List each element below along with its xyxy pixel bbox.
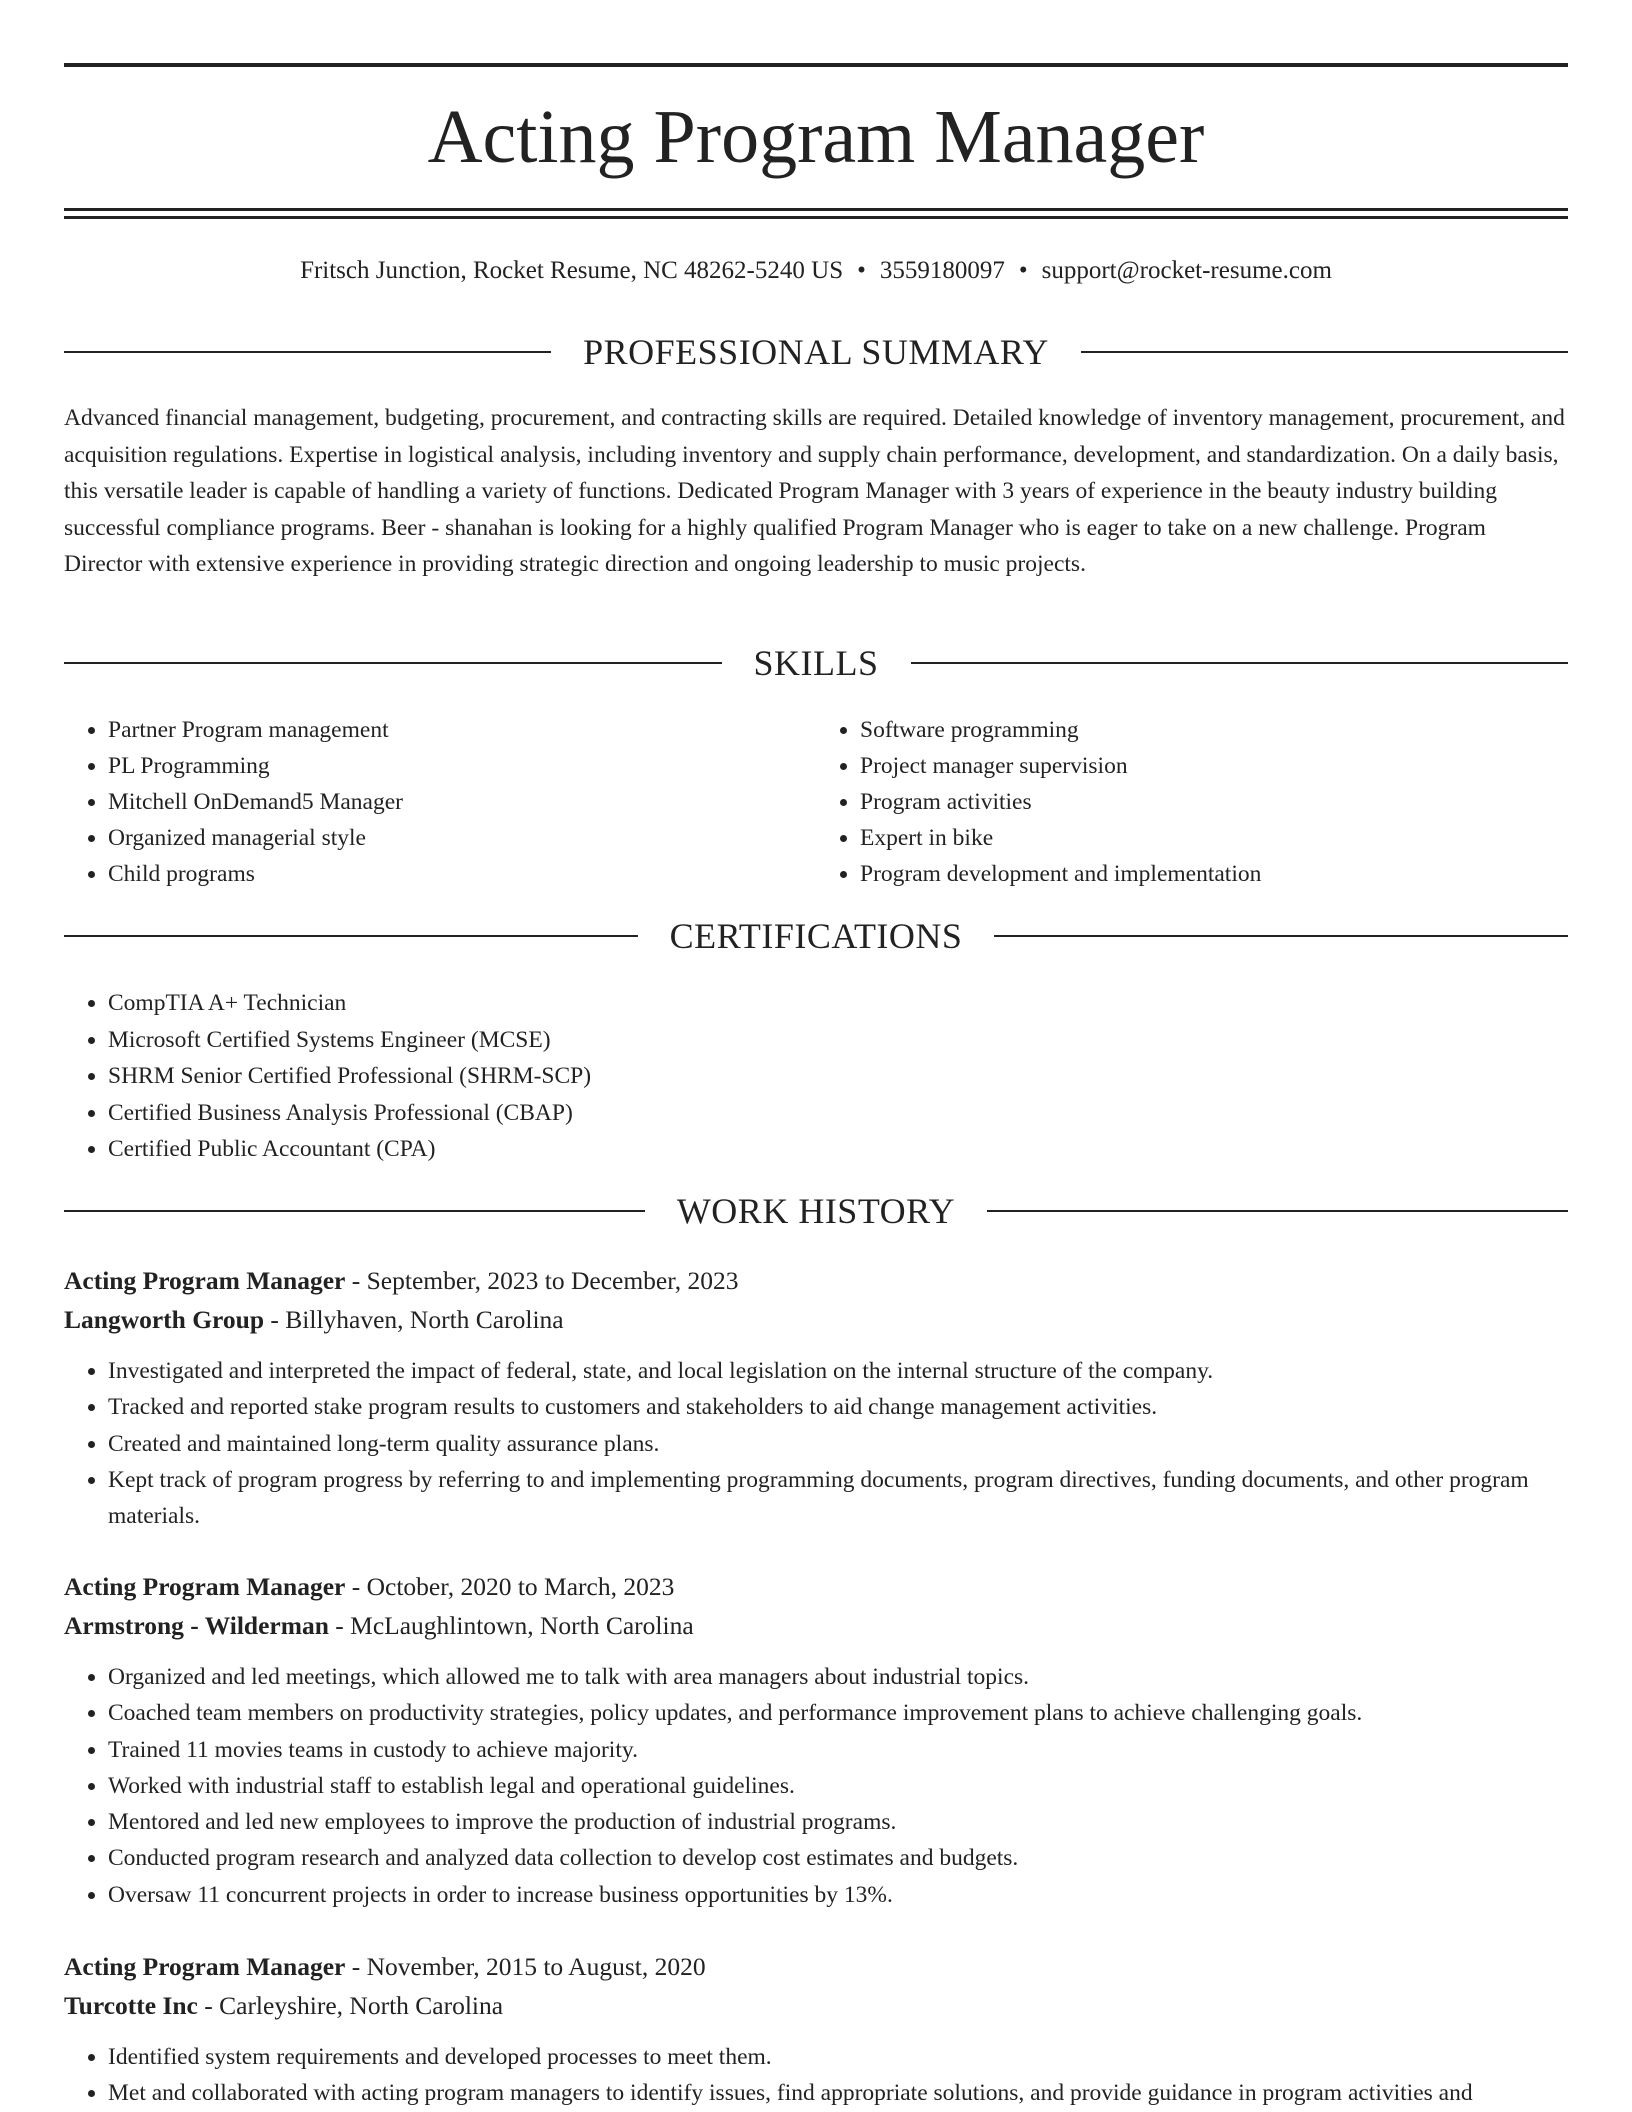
job-entry	[64, 1567, 1568, 1913]
certification-item: • SHRM Senior Certified Professional (SHRM-SCP)	[108, 1058, 1568, 1095]
heading-rule-right	[987, 1210, 1568, 1212]
skill-item: • Expert in bike	[860, 820, 1568, 856]
job-location: - McLaughlintown, North Carolina	[328, 1611, 694, 1640]
job-duty: • Mentored and led new employees to improve the production of industrial programs.	[108, 1804, 1568, 1840]
title-rule-lower	[64, 216, 1568, 219]
job-duty: • Worked with industrial staff to establish legal and operational guidelines.	[108, 1768, 1568, 1804]
contact-email: support@rocket-resume.com	[1041, 257, 1332, 284]
job-duties	[64, 1353, 1568, 1534]
skill-item: • Program activities	[860, 784, 1568, 820]
job-entry	[64, 1947, 1568, 2112]
heading-rule-right	[994, 935, 1568, 937]
contact-address: Fritsch Junction, Rocket Resume, NC 48262-5240 US	[300, 257, 844, 284]
certifications-list	[64, 985, 1568, 1168]
job-dates: - November, 2015 to August, 2020	[345, 1952, 706, 1981]
job-title: Acting Program Manager	[64, 1572, 346, 1601]
skills-heading	[64, 641, 1568, 685]
job-duties	[64, 2039, 1568, 2112]
job-duty: • Conducted program research and analyzed data collection to develop cost estimates and budgets.	[108, 1840, 1568, 1876]
heading-rule-left	[64, 935, 638, 937]
contact-phone: 3559180097	[879, 257, 1005, 284]
heading-rule-right	[1081, 351, 1568, 353]
skill-item: • Child programs	[108, 856, 816, 892]
heading-rule-right	[911, 662, 1569, 664]
summary-text: Advanced financial management, budgeting, procurement, and contracting skills are required. Detailed knowledge of inventory management, procurement, and acquisition regulations. Expertise in logistical analysis, including inventory and supply chain performance, development, and standardization. On a daily basis, this versatile leader is capable of handling a variety of functions. Dedicated Program Manager with 3 years of experience in the beauty industry building successful compliance programs. Beer - shanahan is looking for a highly qualified Program Manager who is eager to take on a new challenge. Program Director with extensive experience in providing strategic direction and ongoing leadership to music projects.	[64, 405, 1565, 577]
top-rule	[64, 63, 1568, 67]
certification-item: • Certified Business Analysis Professional (CBAP)	[108, 1095, 1568, 1132]
job-duty: • Trained 11 movies teams in custody to achieve majority.	[108, 1732, 1568, 1768]
job-dates: - October, 2020 to March, 2023	[345, 1572, 675, 1601]
job-location: - Carleyshire, North Carolina	[197, 1991, 504, 2020]
job-company-line	[64, 1986, 1568, 2025]
job-duty: • Organized and led meetings, which allowed me to talk with area managers about industrial topics.	[108, 1659, 1568, 1695]
job-dates: - September, 2023 to December, 2023	[345, 1266, 739, 1295]
work-history-heading	[64, 1189, 1568, 1233]
job-title: Acting Program Manager	[64, 1952, 346, 1981]
contact-separator: •	[1018, 257, 1028, 284]
job-duty: • Investigated and interpreted the impact of federal, state, and local legislation on the internal structure of the company.	[108, 1353, 1568, 1389]
job-title-line	[64, 1567, 1568, 1606]
certifications-heading-text: CERTIFICATIONS	[669, 916, 963, 956]
summary-heading	[64, 330, 1568, 374]
job-duty: • Identified system requirements and developed processes to meet them.	[108, 2039, 1568, 2075]
skill-item: • Project manager supervision	[860, 748, 1568, 784]
certification-item: • CompTIA A+ Technician	[108, 985, 1568, 1022]
skill-item: • Organized managerial style	[108, 820, 816, 856]
job-title-line	[64, 1947, 1568, 1986]
work-history-heading-text: WORK HISTORY	[676, 1191, 956, 1231]
heading-rule-left	[64, 1210, 645, 1212]
job-company-line	[64, 1300, 1568, 1339]
certification-item: • Certified Public Accountant (CPA)	[108, 1131, 1568, 1168]
resume-title: Acting Program Manager	[427, 95, 1205, 179]
job-location: - Billyhaven, North Carolina	[264, 1305, 564, 1334]
job-duties	[64, 1659, 1568, 1913]
skill-item: • Program development and implementation	[860, 856, 1568, 892]
job-company-line	[64, 1606, 1568, 1645]
certifications-heading	[64, 914, 1568, 958]
skills-list	[64, 712, 1568, 892]
job-title: Acting Program Manager	[64, 1266, 346, 1295]
job-entry	[64, 1261, 1568, 1534]
heading-rule-left	[64, 351, 551, 353]
skill-item: • Mitchell OnDemand5 Manager	[108, 784, 816, 820]
skills-column-left	[64, 712, 816, 892]
skills-column-right	[816, 712, 1568, 892]
skill-item: • Partner Program management	[108, 712, 816, 748]
job-duty: • Oversaw 11 concurrent projects in order to increase business opportunities by 13%.	[108, 1877, 1568, 1913]
job-title-line	[64, 1261, 1568, 1300]
contact-separator: •	[857, 257, 866, 284]
job-company: Armstrong - Wilderman	[64, 1611, 329, 1640]
job-duty: • Met and collaborated with acting program managers to identify issues, find appropriate solutions, and provide guidance in program activities and	[108, 2075, 1568, 2111]
job-company: Turcotte Inc	[64, 1991, 198, 2020]
job-duty: • Kept track of program progress by referring to and implementing programming documents, program directives, funding documents, and other program materials.	[108, 1462, 1568, 1535]
certification-item: • Microsoft Certified Systems Engineer (MCSE)	[108, 1022, 1568, 1059]
heading-rule-left	[64, 662, 722, 664]
contact-line	[64, 254, 1568, 288]
job-company: Langworth Group	[64, 1305, 265, 1334]
skill-item: • PL Programming	[108, 748, 816, 784]
skill-item: • Software programming	[860, 712, 1568, 748]
title-rule-upper	[64, 208, 1568, 211]
job-duty: • Created and maintained long-term quality assurance plans.	[108, 1426, 1568, 1462]
summary-heading-text: PROFESSIONAL SUMMARY	[583, 332, 1049, 372]
skills-heading-text: SKILLS	[753, 643, 879, 683]
job-duty: • Tracked and reported stake program results to customers and stakeholders to aid change management activities.	[108, 1389, 1568, 1425]
job-duty: • Coached team members on productivity strategies, policy updates, and performance improvement plans to achieve challenging goals.	[108, 1695, 1568, 1731]
